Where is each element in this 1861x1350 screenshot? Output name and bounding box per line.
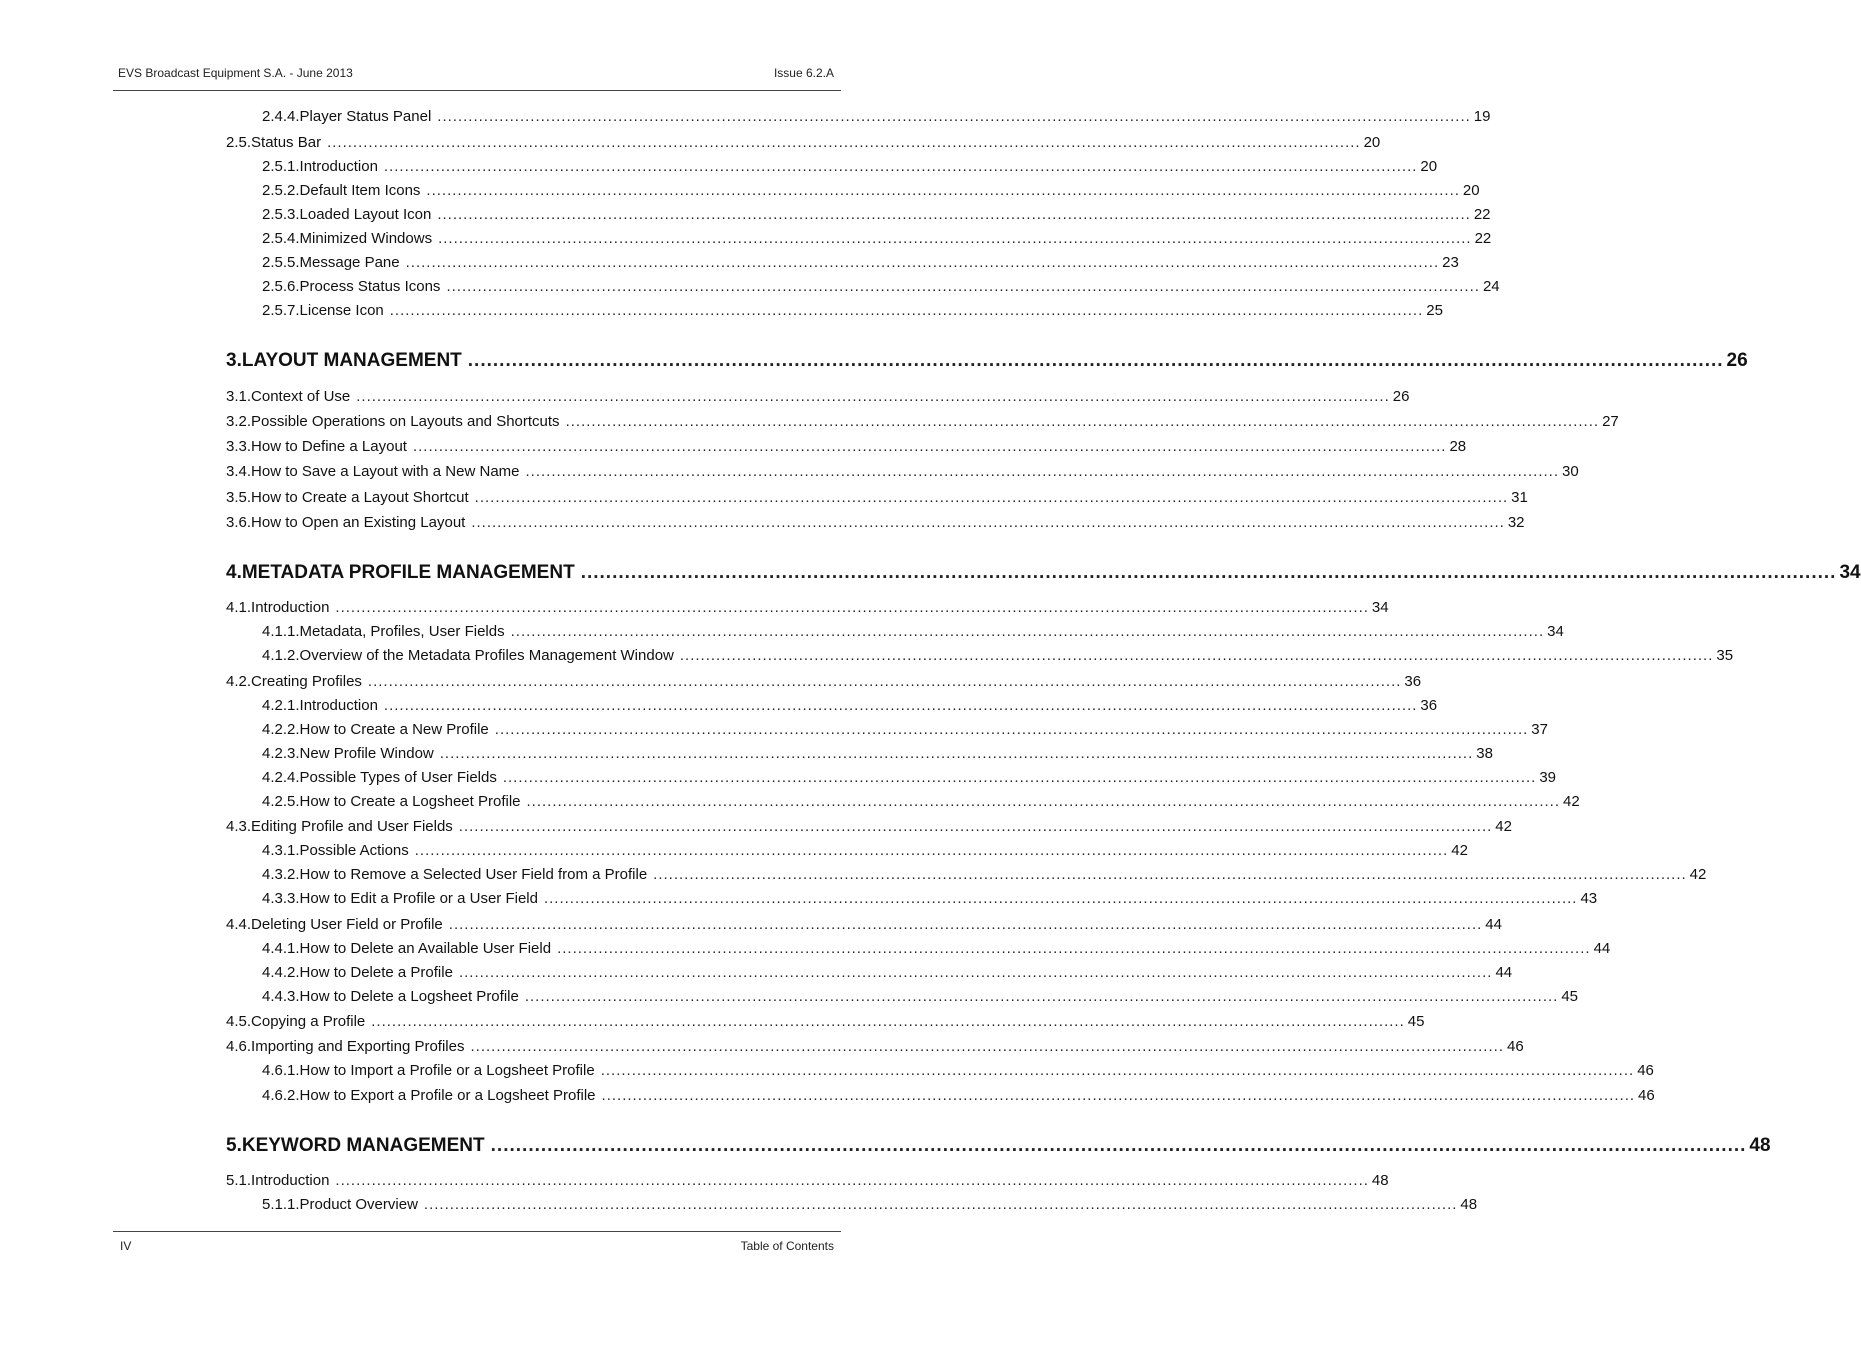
toc-page-number: 46	[1506, 1038, 1524, 1055]
toc-leader: ........................................................................................................................................................................................................	[467, 350, 1724, 371]
toc-page-number: 37	[1531, 721, 1548, 738]
toc-page-number: 42	[1563, 793, 1580, 810]
toc-number: 4.2.1.	[262, 697, 300, 714]
toc-section[interactable]	[226, 438, 1467, 455]
toc-page-number: 27	[1602, 413, 1619, 430]
toc-leader: ........................................................................................................................................................................................................	[437, 206, 1471, 223]
toc-page-number: 34	[1547, 623, 1564, 640]
toc-number: 2.5.1.	[262, 158, 300, 175]
toc-title: How to Create a Layout Shortcut	[251, 489, 469, 506]
toc-title: Introduction	[251, 599, 330, 616]
toc-subsection[interactable]	[262, 745, 1493, 762]
toc-number: 5.1.1.	[262, 1196, 300, 1213]
toc-title: How to Open an Existing Layout	[251, 514, 466, 531]
toc-subsection[interactable]	[262, 842, 1468, 859]
toc-page-number: 45	[1407, 1013, 1425, 1030]
toc-number: 2.5.5.	[262, 254, 300, 271]
toc-page-number: 31	[1511, 489, 1528, 506]
toc-page-number: 26	[1392, 388, 1410, 405]
toc-leader: ........................................................................................................................................................................................................	[437, 108, 1471, 125]
toc-number: 2.5.7.	[262, 302, 300, 319]
toc-page-number: 48	[1749, 1135, 1771, 1156]
toc-page-number: 46	[1638, 1087, 1655, 1104]
toc-number: 2.5.	[226, 134, 252, 151]
toc-subsection[interactable]	[262, 721, 1548, 738]
toc-number: 2.5.4.	[262, 230, 300, 247]
toc-leader: ........................................................................................................................................................................................................	[448, 916, 1483, 933]
toc-title: KEYWORD MANAGEMENT	[241, 1135, 485, 1156]
toc-title: Creating Profiles	[251, 673, 362, 690]
footer-left: IV	[120, 1239, 132, 1253]
toc-section[interactable]	[226, 413, 1619, 430]
toc-title: METADATA PROFILE MANAGEMENT	[241, 562, 575, 583]
toc-page-number: 42	[1689, 866, 1707, 883]
toc-number: 4.3.1.	[262, 842, 300, 859]
toc-section[interactable]	[226, 463, 1579, 480]
toc-leader: ........................................................................................................................................................................................................	[510, 623, 1545, 640]
toc-number: 4.3.3.	[262, 890, 300, 907]
toc-leader: ........................................................................................................................................................................................................	[371, 1013, 1405, 1030]
toc-number: 5.	[226, 1135, 242, 1156]
toc-number: 4.4.3.	[262, 988, 300, 1005]
toc-number: 4.4.	[226, 916, 252, 933]
toc-section[interactable]	[226, 514, 1525, 531]
toc-section[interactable]	[226, 388, 1410, 405]
toc-leader: ........................................................................................................................................................................................................	[458, 818, 1493, 835]
toc-leader: ........................................................................................................................................................................................................	[383, 697, 1418, 714]
toc-leader: ........................................................................................................................................................................................................	[470, 1038, 1504, 1055]
toc-leader: ........................................................................................................................................................................................................	[525, 463, 1559, 480]
toc-subsection[interactable]	[262, 890, 1598, 907]
toc-page-number: 22	[1473, 206, 1491, 223]
toc-page-number: 44	[1593, 940, 1611, 957]
toc-leader: ........................................................................................................................................................................................................	[565, 413, 1600, 430]
toc-page-number: 48	[1371, 1172, 1389, 1189]
toc-number: 3.5.	[226, 489, 252, 506]
toc-title: New Profile Window	[299, 745, 434, 762]
toc-subsection[interactable]	[262, 206, 1491, 223]
toc-section[interactable]	[226, 1013, 1425, 1030]
toc-page-number: 48	[1460, 1196, 1478, 1213]
toc-title: Status Bar	[251, 134, 322, 151]
toc-number: 4.2.5.	[262, 793, 300, 810]
toc-subsection[interactable]	[262, 254, 1459, 271]
toc-title: Metadata, Profiles, User Fields	[299, 623, 505, 640]
toc-number: 3.2.	[226, 413, 252, 430]
toc-number: 3.4.	[226, 463, 252, 480]
toc-title: Process Status Icons	[299, 278, 441, 295]
toc-number: 2.5.6.	[262, 278, 300, 295]
toc-number: 4.1.2.	[262, 647, 300, 664]
toc-page-number: 44	[1495, 964, 1513, 981]
header-right: Issue 6.2.A	[773, 66, 834, 80]
toc-section[interactable]	[226, 673, 1422, 690]
toc-number: 4.1.	[226, 599, 252, 616]
toc-title: Introduction	[299, 697, 378, 714]
toc-title: Loaded Layout Icon	[299, 206, 432, 223]
toc-section[interactable]	[226, 489, 1528, 506]
toc-page-number: 42	[1495, 818, 1512, 835]
toc-page-number: 34	[1839, 562, 1861, 583]
toc-leader: ........................................................................................................................................................................................................	[335, 1172, 1369, 1189]
toc-number: 4.6.	[226, 1038, 252, 1055]
toc-title: How to Delete a Logsheet Profile	[299, 988, 519, 1005]
toc-title: How to Delete a Profile	[299, 964, 453, 981]
toc-leader: ........................................................................................................................................................................................................	[494, 721, 1529, 738]
toc-subsection[interactable]	[262, 302, 1443, 319]
toc-page-number: 39	[1539, 769, 1557, 786]
toc-leader: ........................................................................................................................................................................................................	[474, 489, 1509, 506]
toc-subsection[interactable]	[262, 697, 1438, 714]
toc-page-number: 35	[1716, 647, 1734, 664]
toc-page-number: 38	[1476, 745, 1493, 762]
toc-number: 2.5.2.	[262, 182, 300, 199]
toc-leader: ........................................................................................................................................................................................................	[601, 1087, 1636, 1104]
toc-title: Overview of the Metadata Profiles Management Window	[299, 647, 674, 664]
toc-page-number: 46	[1637, 1062, 1654, 1079]
toc-page-number: 36	[1420, 697, 1438, 714]
toc-page-number: 26	[1726, 350, 1748, 371]
toc-page-number: 44	[1485, 916, 1502, 933]
toc-number: 3.	[226, 350, 242, 371]
toc-subsection[interactable]	[262, 182, 1480, 199]
toc-leader: ........................................................................................................................................................................................................	[335, 599, 1369, 616]
toc-title: How to Save a Layout with a New Name	[251, 463, 520, 480]
toc-title: Minimized Windows	[299, 230, 433, 247]
toc-title: Possible Operations on Layouts and Shortcuts	[251, 413, 560, 430]
toc-subsection[interactable]	[262, 988, 1579, 1005]
toc-page-number: 25	[1426, 302, 1443, 319]
toc-title: How to Edit a Profile or a User Field	[299, 890, 538, 907]
toc-page-number: 34	[1371, 599, 1389, 616]
toc-title: Product Overview	[299, 1196, 418, 1213]
toc-subsection[interactable]	[262, 940, 1611, 957]
toc-leader: ........................................................................................................................................................................................................	[383, 158, 1418, 175]
toc-title: Introduction	[251, 1172, 330, 1189]
toc-subsection[interactable]	[262, 1196, 1478, 1213]
toc-page-number: 23	[1442, 254, 1459, 271]
toc-section[interactable]	[226, 818, 1512, 835]
toc-page-number: 30	[1562, 463, 1579, 480]
toc-title: How to Define a Layout	[251, 438, 407, 455]
toc-title: LAYOUT MANAGEMENT	[241, 350, 462, 371]
toc-number: 4.2.2.	[262, 721, 300, 738]
toc-leader: ........................................................................................................................................................................................................	[405, 254, 1440, 271]
toc-page-number: 36	[1404, 673, 1422, 690]
toc-leader: ........................................................................................................................................................................................................	[526, 793, 1560, 810]
toc-number: 4.2.	[226, 673, 252, 690]
toc-title: Editing Profile and User Fields	[251, 818, 453, 835]
toc-number: 4.3.	[226, 818, 252, 835]
toc-subsection[interactable]	[262, 278, 1500, 295]
toc-chapter[interactable]	[226, 350, 1748, 372]
toc-title: Possible Types of User Fields	[299, 769, 497, 786]
toc-page-number: 42	[1451, 842, 1468, 859]
toc-number: 4.2.3.	[262, 745, 300, 762]
toc-page-number: 45	[1561, 988, 1579, 1005]
toc-subsection[interactable]	[262, 1062, 1654, 1079]
toc-subsection[interactable]	[262, 793, 1580, 810]
footer-rule	[113, 1231, 841, 1232]
toc-number: 4.1.1.	[262, 623, 300, 640]
toc-leader: ........................................................................................................................................................................................................	[600, 1062, 1635, 1079]
toc-page-number: 28	[1449, 438, 1467, 455]
toc-title: License Icon	[299, 302, 384, 319]
toc-subsection[interactable]	[262, 108, 1491, 125]
toc-number: 4.6.1.	[262, 1062, 300, 1079]
footer-right: Table of Contents	[740, 1239, 834, 1253]
toc-section[interactable]	[226, 1038, 1524, 1055]
toc-leader: ........................................................................................................................................................................................................	[471, 514, 1505, 531]
toc-title: Copying a Profile	[251, 1013, 366, 1030]
toc-page-number: 24	[1482, 278, 1500, 295]
toc-subsection[interactable]	[262, 230, 1492, 247]
toc-number: 4.3.2.	[262, 866, 300, 883]
toc-leader: ........................................................................................................................................................................................................	[580, 562, 1837, 583]
toc-number: 4.	[226, 562, 242, 583]
toc-number: 4.4.2.	[262, 964, 300, 981]
toc-page-number: 43	[1580, 890, 1598, 907]
toc-page-number: 22	[1474, 230, 1492, 247]
toc-leader: ........................................................................................................................................................................................................	[502, 769, 1537, 786]
toc-title: Context of Use	[251, 388, 351, 405]
toc-subsection[interactable]	[262, 964, 1513, 981]
header-left: EVS Broadcast Equipment S.A. - June 2013	[118, 66, 353, 80]
toc-leader: ........................................................................................................................................................................................................	[414, 842, 1449, 859]
toc-leader: ........................................................................................................................................................................................................	[653, 866, 1687, 883]
toc-title: Deleting User Field or Profile	[251, 916, 443, 933]
toc-subsection[interactable]	[262, 158, 1438, 175]
toc-number: 5.1.	[226, 1172, 252, 1189]
toc-section[interactable]	[226, 916, 1502, 933]
toc-leader: ........................................................................................................................................................................................................	[389, 302, 1424, 319]
toc-title: How to Create a New Profile	[299, 721, 489, 738]
toc-number: 4.5.	[226, 1013, 252, 1030]
toc-chapter[interactable]	[226, 1135, 1771, 1157]
toc-number: 2.5.3.	[262, 206, 300, 223]
toc-section[interactable]	[226, 134, 1381, 151]
toc-leader: ........................................................................................................................................................................................................	[367, 673, 1402, 690]
toc-leader: ........................................................................................................................................................................................................	[327, 134, 1361, 151]
toc-leader: ........................................................................................................................................................................................................	[446, 278, 1480, 295]
toc-page-number: 20	[1462, 182, 1480, 199]
toc-leader: ........................................................................................................................................................................................................	[679, 647, 1714, 664]
toc-title: Possible Actions	[299, 842, 409, 859]
toc-leader: ........................................................................................................................................................................................................	[426, 182, 1460, 199]
toc-leader: ........................................................................................................................................................................................................	[423, 1196, 1458, 1213]
toc-subsection[interactable]	[262, 647, 1734, 664]
toc-title: How to Import a Profile or a Logsheet Profile	[299, 1062, 595, 1079]
toc-subsection[interactable]	[262, 866, 1707, 883]
toc-section[interactable]	[226, 1172, 1389, 1189]
toc-number: 2.4.4.	[262, 108, 300, 125]
header-rule	[113, 90, 841, 91]
toc-page-number: 20	[1363, 134, 1381, 151]
toc-number: 3.1.	[226, 388, 252, 405]
toc-subsection[interactable]	[262, 769, 1557, 786]
toc-leader: ........................................................................................................................................................................................................	[490, 1135, 1747, 1156]
toc-title: How to Delete an Available User Field	[299, 940, 552, 957]
toc-title: How to Remove a Selected User Field from a Profile	[299, 866, 648, 883]
toc-title: How to Create a Logsheet Profile	[299, 793, 521, 810]
toc-leader: ........................................................................................................................................................................................................	[524, 988, 1559, 1005]
toc-title: Player Status Panel	[299, 108, 432, 125]
toc-leader: ........................................................................................................................................................................................................	[458, 964, 1493, 981]
toc-leader: ........................................................................................................................................................................................................	[438, 230, 1472, 247]
toc-title: Default Item Icons	[299, 182, 421, 199]
toc-subsection[interactable]	[262, 623, 1564, 640]
toc-page-number: 20	[1420, 158, 1438, 175]
toc-leader: ........................................................................................................................................................................................................	[557, 940, 1591, 957]
toc-page-number: 32	[1507, 514, 1525, 531]
toc-page-number: 19	[1473, 108, 1491, 125]
toc-title: Importing and Exporting Profiles	[251, 1038, 465, 1055]
toc-subsection[interactable]	[262, 1087, 1655, 1104]
toc-section[interactable]	[226, 599, 1389, 616]
toc-title: How to Export a Profile or a Logsheet Profile	[299, 1087, 596, 1104]
toc-number: 4.2.4.	[262, 769, 300, 786]
toc-chapter[interactable]	[226, 562, 1861, 584]
toc-number: 4.4.1.	[262, 940, 300, 957]
toc-number: 3.3.	[226, 438, 252, 455]
toc-leader: ........................................................................................................................................................................................................	[356, 388, 1390, 405]
toc-title: Introduction	[299, 158, 378, 175]
toc-leader: ........................................................................................................................................................................................................	[543, 890, 1578, 907]
toc-leader: ........................................................................................................................................................................................................	[412, 438, 1447, 455]
toc-leader: ........................................................................................................................................................................................................	[439, 745, 1474, 762]
toc-number: 4.6.2.	[262, 1087, 300, 1104]
toc-number: 3.6.	[226, 514, 252, 531]
toc-title: Message Pane	[299, 254, 400, 271]
